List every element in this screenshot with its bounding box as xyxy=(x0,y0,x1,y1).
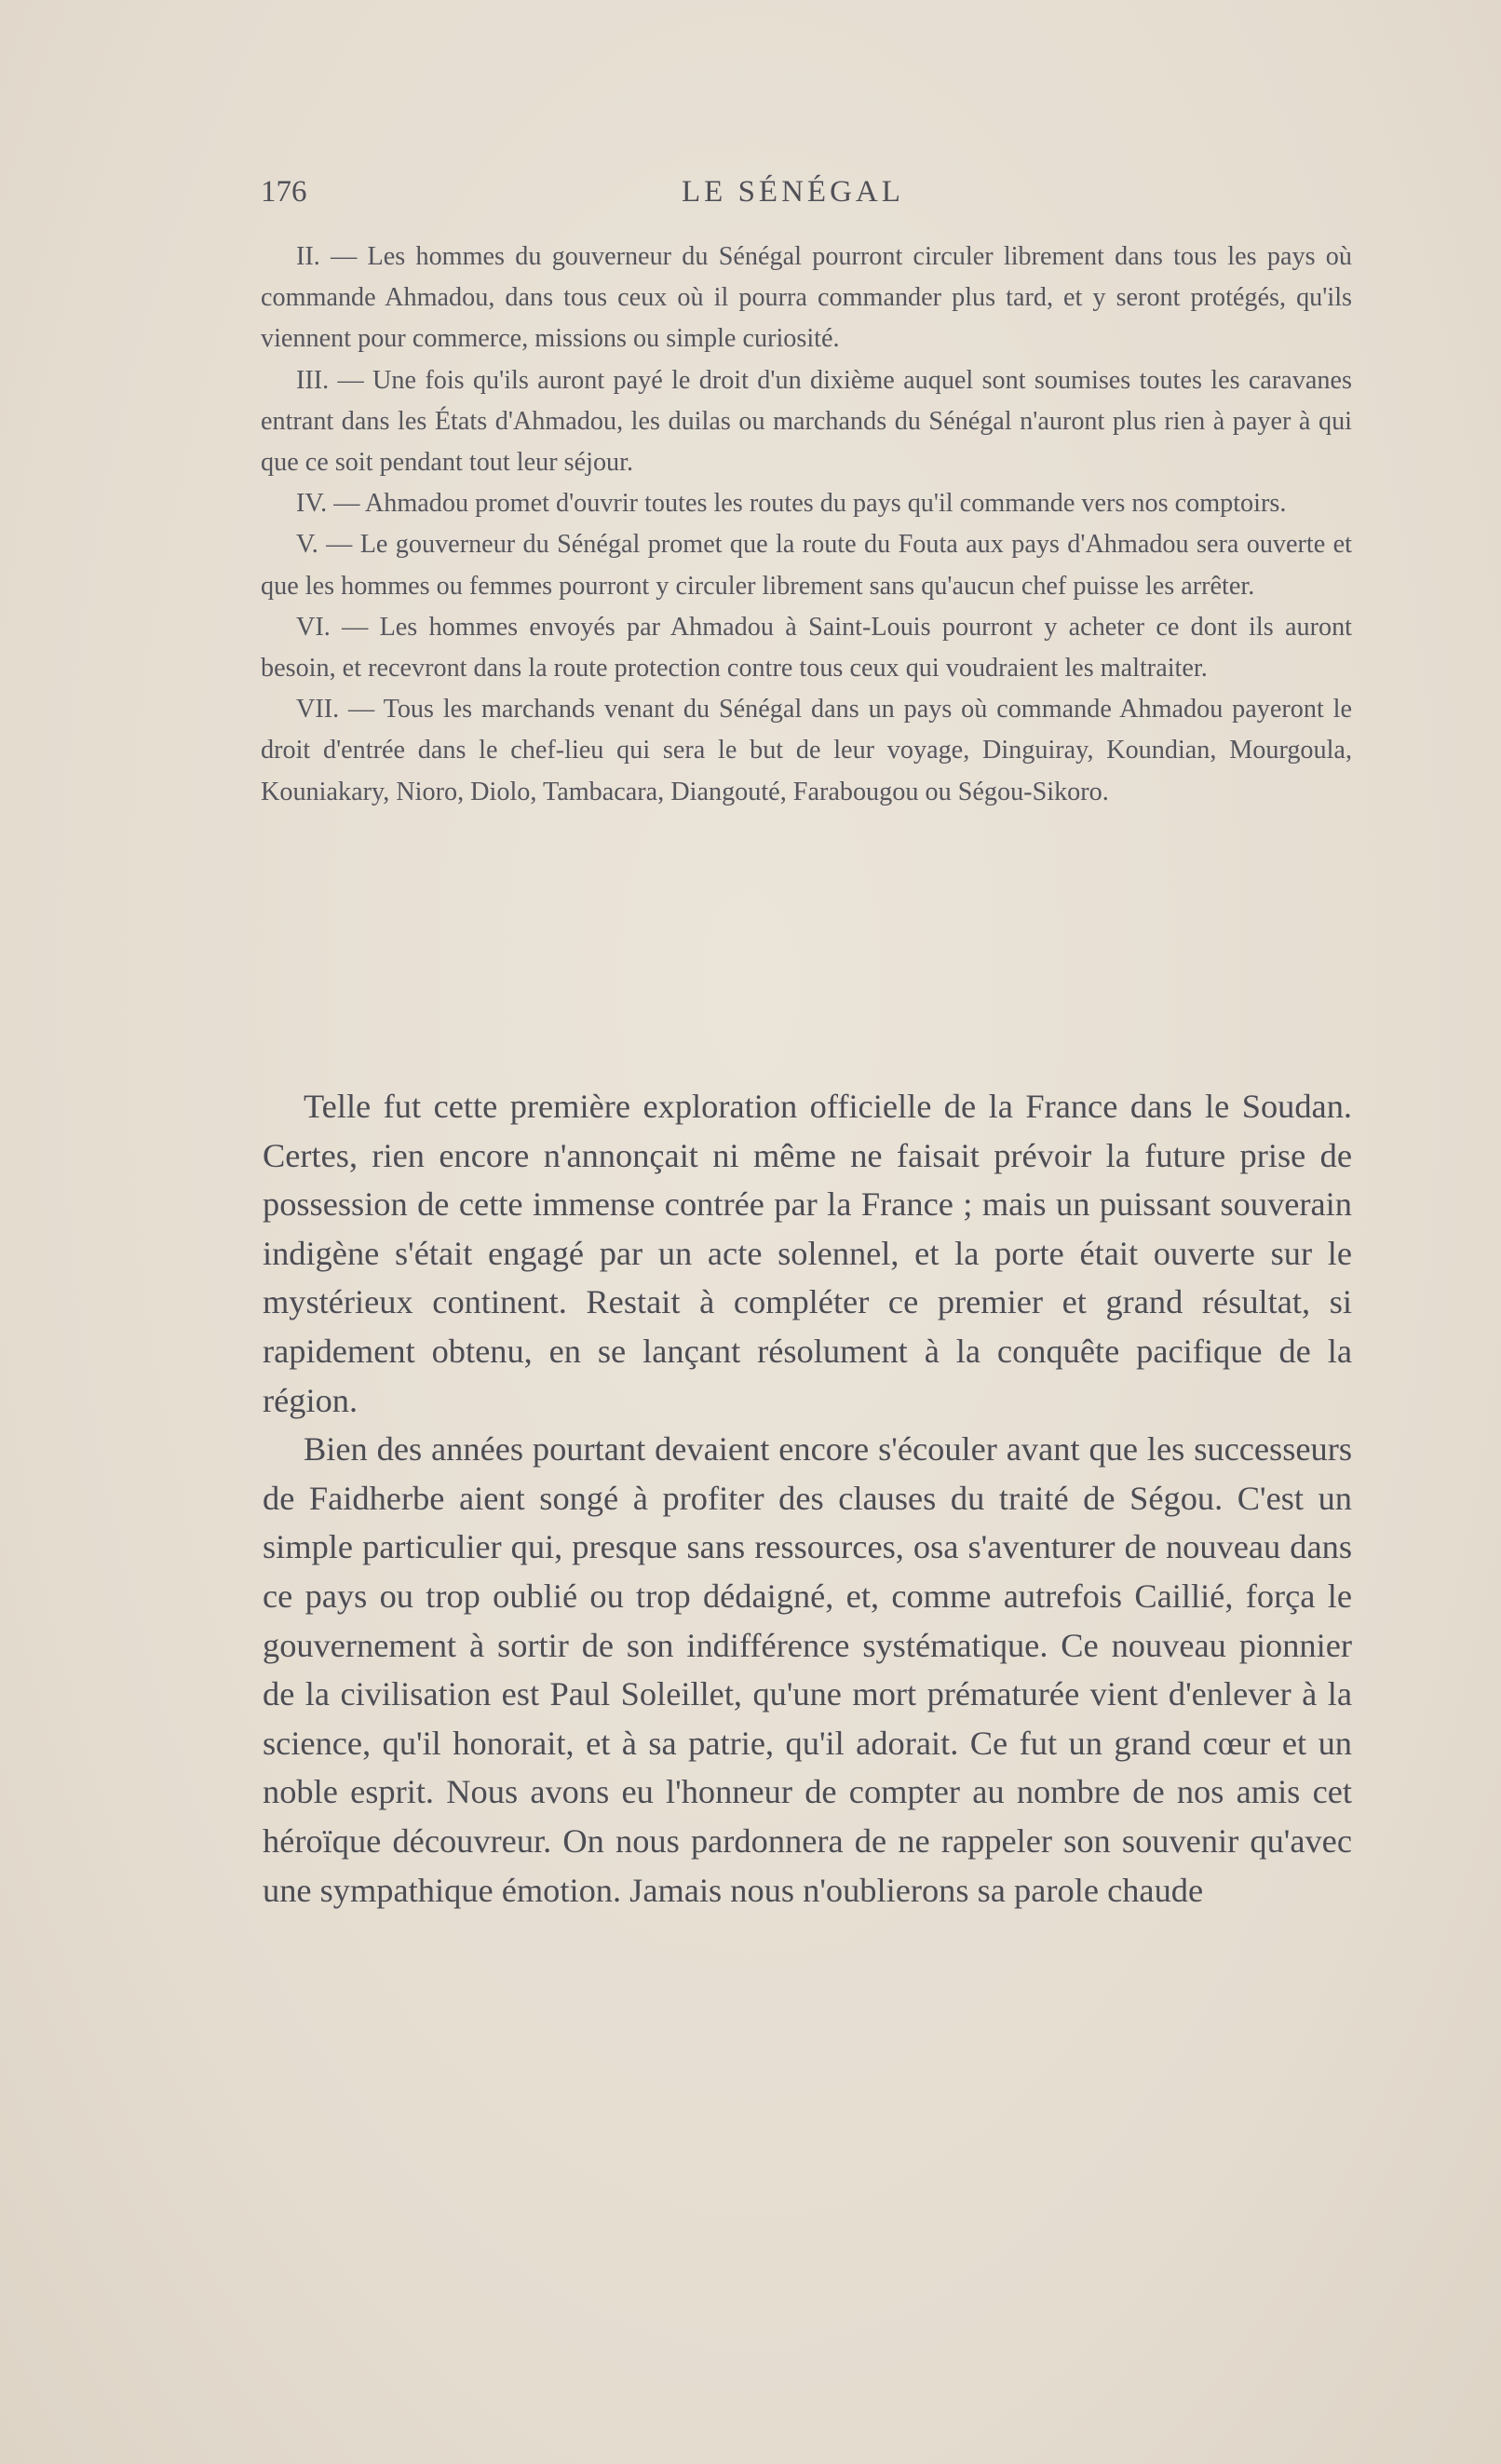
treaty-articles xyxy=(261,237,1352,813)
page-number: 176 xyxy=(261,175,307,209)
paragraph-soleillet: Bien des années pourtant devaient encore s'écouler avant que les successeurs de Faidherbe aient songé à profiter des clauses du traité de Ségou. C'est un simple particulier qui, presque sans ressources, osa s'aventurer de nouveau dans ce pays ou trop oublié ou trop dédaigné, et, comme autrefois Caillié, força le gouvernement à sortir de son indifférence systématique. Ce nouveau pionnier de la civilisation est Paul Soleillet, qu'une mort prématurée vient d'enlever à la science, qu'il honorait, et à sa patrie, qu'il adorait. Ce fut un grand cœur et un noble esprit. Nous avons eu l'honneur de compter au nombre de nos amis cet héroïque découvreur. On nous pardonnera de ne rappeler son souvenir qu'avec une sympathique émotion. Jamais nous n'oublierons sa parole chaude xyxy=(263,1430,1352,1909)
treaty-article-vii: VII. — Tous les marchands venant du Sénégal dans un pays où commande Ahmadou payeront le droit d'entrée dans le chef-lieu qui sera le but de leur voyage, Dinguiray, Koundian, Mourgoula, Kouniakary, Nioro, Diolo, Tambacara, Diangouté, Farabougou ou Ségou-Sikoro. xyxy=(261,695,1352,806)
treaty-article-iii: III. — Une fois qu'ils auront payé le droit d'un dixième auquel sont soumises toutes les caravanes entrant dans les États d'Ahmadou, les duilas ou marchands du Sénégal n'auront plus rien à payer à qui que ce soit pendant tout leur séjour. xyxy=(261,365,1352,478)
page-header xyxy=(261,175,1352,222)
treaty-article-vi: VI. — Les hommes envoyés par Ahmadou à Saint-Louis pourront y acheter ce dont ils auront besoin, et recevront dans la route protection contre tous ceux qui voudraient les maltraiter. xyxy=(261,612,1352,684)
treaty-article-ii: II. — Les hommes du gouverneur du Sénégal pourront circuler librement dans tous les pays où commande Ahmadou, dans tous ceux où il pourra commander plus tard, et y seront protégés, qu'ils viennent pour commerce, missions ou simple curiosité. xyxy=(261,242,1352,354)
treaty-article-v: V. — Le gouverneur du Sénégal promet que la route du Fouta aux pays d'Ahmadou sera ouverte et que les hommes ou femmes pourront y circuler librement sans qu'aucun chef puisse les arrêter. xyxy=(261,530,1352,601)
treaty-article-iv: IV. — Ahmadou promet d'ouvrir toutes les routes du pays qu'il commande vers nos comptoirs. xyxy=(296,489,1287,519)
paragraph-exploration: Telle fut cette première exploration officielle de la France dans le Soudan. Certes, rien encore n'annonçait ni même ne faisait prévoir la future prise de possession de cette immense contrée par la France ; mais un puissant souverain indigène s'était engagé par un acte solennel, et la porte était ouverte sur le mystérieux continent. Restait à compléter ce premier et grand résultat, si rapidement obtenu, en se lançant résolument à la conquête pacifique de la région. xyxy=(263,1088,1352,1419)
main-text xyxy=(263,1082,1352,1915)
running-title: LE SÉNÉGAL xyxy=(682,175,904,209)
